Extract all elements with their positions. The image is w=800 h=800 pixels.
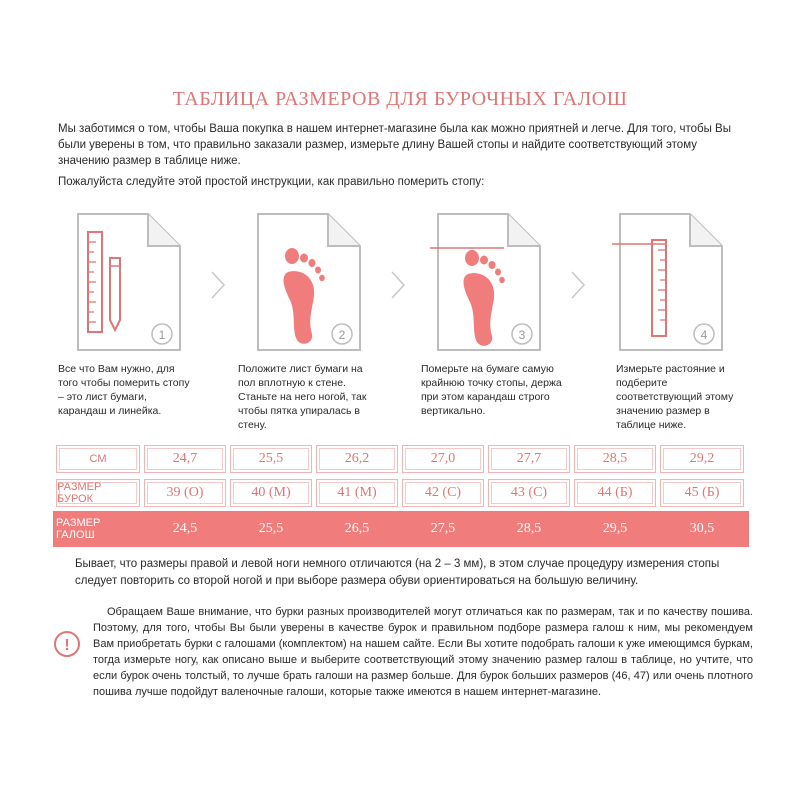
table-cell: 45 (Б) bbox=[660, 479, 744, 507]
chevron-right-icon bbox=[388, 270, 408, 300]
chevron-right-icon bbox=[208, 270, 228, 300]
warning-icon bbox=[53, 630, 81, 658]
table-cell: 30,5 bbox=[689, 521, 715, 536]
chevron-right-icon bbox=[568, 270, 588, 300]
manufacturer-note-text: Обращаем Ваше внимание, что бурки разных производителей могут отличаться как по размерам, так и по качеству пошива. Поэтому, для того, чтобы Вы были уверены в качестве бурок и правильном подборе размера галош к ним, мы рекомендуем Вам приобретать бурки с галошами (комплектом) на нашем сайте. Если Вы хотите подобрать галоши к уже имеющимся буркам, тогда измерьте ногу, как описано выше и выберите соответствующий этому значению размер галош в таблице, но учтите, что если бурок очень толстый, то лучше брать галоши на размер больше. Для бурок больших размеров (46, 47) или очень плотного пошива лучше подойдут валеночные галоши, которые также имеются в нашем интернет-магазине. bbox=[93, 606, 753, 698]
manufacturer-note bbox=[93, 604, 753, 700]
table-row-galosh-size bbox=[53, 511, 749, 547]
step-3-number: 3 bbox=[518, 328, 526, 342]
step-3-text: Померьте на бумаге самую крайнюю точку стопы, держа при этом карандаш строго вертикально. bbox=[421, 363, 562, 417]
table-row-header: СМ bbox=[56, 445, 140, 473]
table-cell: 28,5 bbox=[516, 521, 542, 536]
table-cell: 42 (С) bbox=[402, 479, 484, 507]
table-cell: 27,0 bbox=[402, 445, 484, 473]
table-cell: 25,5 bbox=[258, 521, 284, 536]
size-table bbox=[53, 443, 749, 547]
table-cell: 41 (М) bbox=[316, 479, 398, 507]
page-title: ТАБЛИЦА РАЗМЕРОВ ДЛЯ БУРОЧНЫХ ГАЛОШ bbox=[172, 88, 628, 110]
instruction-text: Пожалуйста следуйте этой простой инструкции, как правильно померить стопу: bbox=[58, 176, 485, 188]
warning-mark: ! bbox=[64, 637, 70, 654]
table-row-boot-size bbox=[53, 477, 749, 511]
table-cell: 29,2 bbox=[660, 445, 744, 473]
table-cell: 29,5 bbox=[602, 521, 628, 536]
table-cell: 26,5 bbox=[344, 521, 370, 536]
table-cell: 43 (С) bbox=[488, 479, 570, 507]
table-row-cm bbox=[53, 443, 749, 477]
table-cell: 39 (О) bbox=[144, 479, 226, 507]
step-4-number: 4 bbox=[700, 328, 708, 342]
intro-text: Мы заботимся о том, чтобы Ваша покупка в нашем интернет-магазине была как можно приятней и легче. Для того, чтобы Вы были уверены в том, что правильно заказали размер, измерьте длину Вашей стопы и найдите соответствующий этому значению размер в таблице ниже. bbox=[58, 123, 731, 167]
step-2-foot-icon bbox=[250, 210, 370, 360]
table-cell: 40 (М) bbox=[230, 479, 312, 507]
table-cell: 27,7 bbox=[488, 445, 570, 473]
step-1-ruler-pencil-icon bbox=[70, 210, 190, 360]
step-1-text: Все что Вам нужно, для того чтобы померить стопу – это лист бумаги, карандаш и линейка. bbox=[58, 363, 190, 417]
step-4-ruler-measure-icon bbox=[612, 210, 732, 360]
step-2-number: 2 bbox=[338, 328, 346, 342]
step-1-number: 1 bbox=[158, 328, 166, 342]
foot-difference-note: Бывает, что размеры правой и левой ноги немного отличаются (на 2 – 3 мм), в этом случае процедуру измерения стопы следует повторить со второй ногой и при выборе размера обуви ориентироваться на большую величину. bbox=[75, 558, 720, 587]
table-cell: 26,2 bbox=[316, 445, 398, 473]
table-cell: 24,7 bbox=[144, 445, 226, 473]
table-cell: 25,5 bbox=[230, 445, 312, 473]
table-cell: 44 (Б) bbox=[574, 479, 656, 507]
table-cell: 28,5 bbox=[574, 445, 656, 473]
table-cell: 27,5 bbox=[430, 521, 456, 536]
table-row-header: РАЗМЕР БУРОК bbox=[56, 479, 140, 507]
step-4-text: Измерьте растояние и подберите соответствующий этому значению размер в таблице ниже. bbox=[616, 363, 734, 431]
step-2-text: Положите лист бумаги на пол вплотную к стене. Станьте на него ногой, так чтобы пятка упиралась в стену. bbox=[238, 363, 367, 431]
table-row-header: РАЗМЕР ГАЛОШ bbox=[56, 517, 101, 541]
table-cell: 24,5 bbox=[172, 521, 198, 536]
step-3-foot-measure-icon bbox=[430, 210, 550, 360]
